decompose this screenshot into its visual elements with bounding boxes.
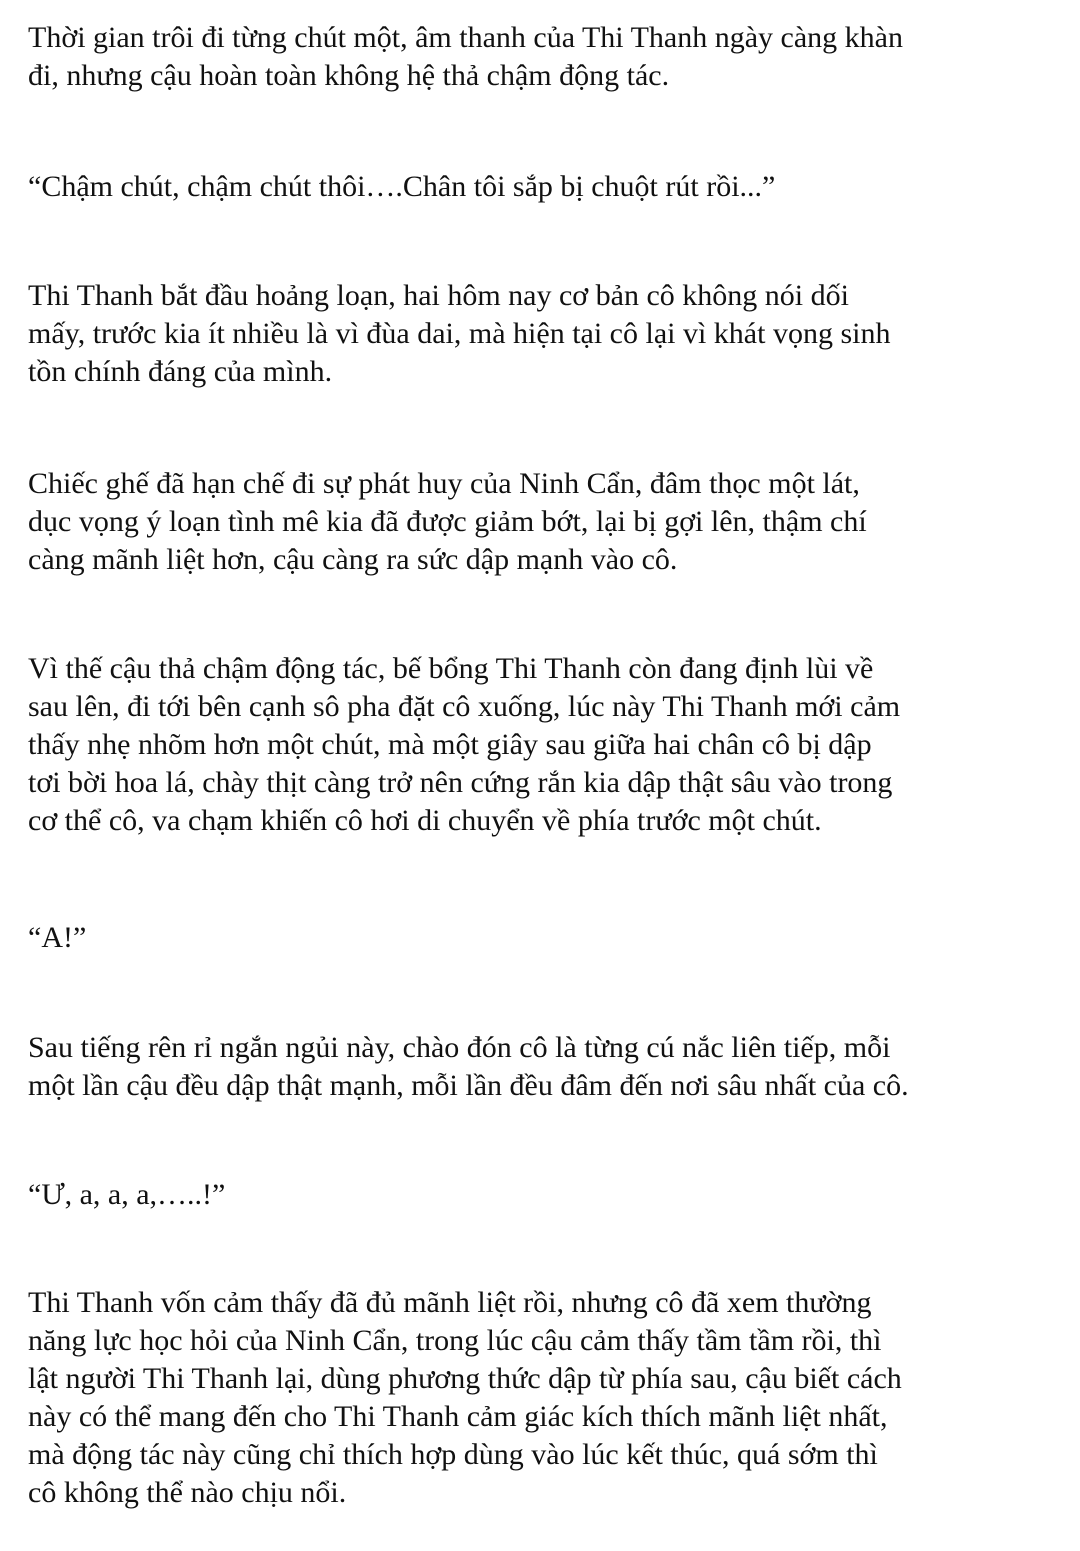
- text-line: năng lực học hỏi của Ninh Cẩn, trong lúc cậu cảm thấy tầm tầm rồi, thì: [28, 1324, 882, 1357]
- text-line: Vì thế cậu thả chậm động tác, bế bổng Thi Thanh còn đang định lùi về: [28, 652, 874, 685]
- text-line: Thi Thanh vốn cảm thấy đã đủ mãnh liệt rồi, nhưng cô đã xem thường: [28, 1286, 872, 1319]
- paragraph-9: [28, 1284, 1058, 1512]
- paragraph-7: [28, 1029, 1058, 1105]
- paragraph-4: [28, 465, 1058, 579]
- text-line: càng mãnh liệt hơn, cậu càng ra sức dập mạnh vào cô.: [28, 543, 678, 576]
- text-line: cơ thể cô, va chạm khiến cô hơi di chuyển về phía trước một chút.: [28, 804, 822, 837]
- text-line: tồn chính đáng của mình.: [28, 355, 333, 388]
- text-line: Thi Thanh bắt đầu hoảng loạn, hai hôm nay cơ bản cô không nói dối: [28, 279, 849, 312]
- text-line: Sau tiếng rên rỉ ngắn ngủi này, chào đón cô là từng cú nắc liên tiếp, mỗi: [28, 1031, 891, 1064]
- text-line: này có thể mang đến cho Thi Thanh cảm giác kích thích mãnh liệt nhất,: [28, 1400, 888, 1433]
- text-line: đi, nhưng cậu hoàn toàn không hệ thả chậm động tác.: [28, 59, 670, 92]
- text-line: thấy nhẹ nhõm hơn một chút, mà một giây sau giữa hai chân cô bị dập: [28, 728, 872, 761]
- text-line: “Ư, a, a, a,…..!”: [28, 1178, 226, 1211]
- text-line: Thời gian trôi đi từng chút một, âm thanh của Thi Thanh ngày càng khàn: [28, 21, 903, 54]
- paragraph-8: [28, 1176, 1058, 1214]
- text-line: mà động tác này cũng chỉ thích hợp dùng vào lúc kết thúc, quá sớm thì: [28, 1438, 878, 1471]
- text-line: tơi bời hoa lá, chày thịt càng trở nên cứng rắn kia dập thật sâu vào trong: [28, 766, 893, 799]
- text-line: sau lên, đi tới bên cạnh sô pha đặt cô xuống, lúc này Thi Thanh mới cảm: [28, 690, 901, 723]
- paragraph-1: [28, 19, 1058, 95]
- paragraph-6: [28, 919, 1058, 957]
- text-line: dục vọng ý loạn tình mê kia đã được giảm bớt, lại bị gợi lên, thậm chí: [28, 505, 867, 538]
- text-line: “A!”: [28, 921, 87, 954]
- text-line: “Chậm chút, chậm chút thôi….Chân tôi sắp bị chuột rút rồi...”: [28, 170, 776, 203]
- text-line: lật người Thi Thanh lại, dùng phương thức dập từ phía sau, cậu biết cách: [28, 1362, 902, 1395]
- paragraph-5: [28, 650, 1058, 840]
- text-line: một lần cậu đều dập thật mạnh, mỗi lần đều đâm đến nơi sâu nhất của cô.: [28, 1069, 909, 1102]
- text-line: Chiếc ghế đã hạn chế đi sự phát huy của Ninh Cẩn, đâm thọc một lát,: [28, 467, 860, 500]
- paragraph-3: [28, 277, 1058, 391]
- text-line: mấy, trước kia ít nhiều là vì đùa dai, mà hiện tại cô lại vì khát vọng sinh: [28, 317, 891, 350]
- paragraph-2: [28, 168, 1058, 206]
- text-line: cô không thể nào chịu nổi.: [28, 1476, 347, 1509]
